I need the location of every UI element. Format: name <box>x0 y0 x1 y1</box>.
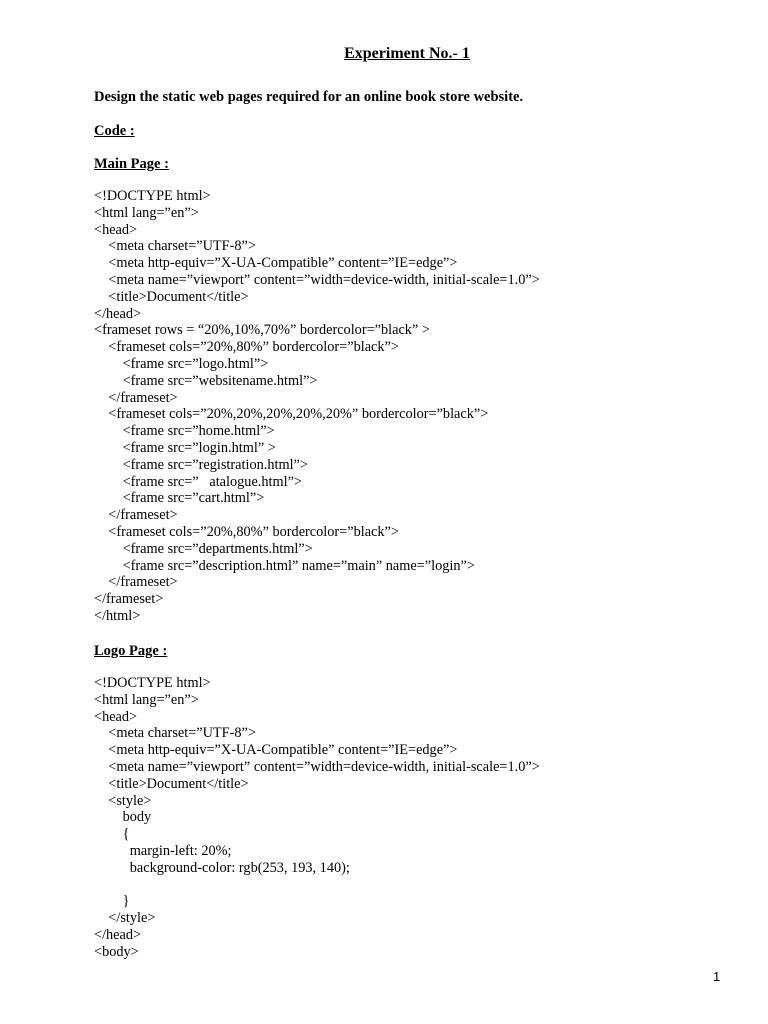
code-line: <frame src=” atalogue.html”> <box>94 473 302 490</box>
code-line: <meta http-equiv=”X-UA-Compatible” content=”IE=edge”> <box>94 742 458 759</box>
code-line: <frameset cols=”20%,80%” bordercolor=”black”> <box>94 523 399 540</box>
main-page-code <box>94 188 540 625</box>
logo-page-code <box>94 675 540 961</box>
code-line: <html lang=”en”> <box>94 691 199 708</box>
code-line: background-color: rgb(253, 193, 140); <box>94 859 350 876</box>
code-line: <head> <box>94 708 138 725</box>
code-line: <!DOCTYPE html> <box>94 675 211 691</box>
code-line: </head> <box>94 305 142 322</box>
code-line: <title>Document</title> <box>94 775 249 792</box>
code-line: <frameset rows = “20%,10%,70%” bordercolor=”black” > <box>94 322 430 339</box>
logo-page-heading: Logo Page : <box>94 643 168 659</box>
code-line: <head> <box>94 221 138 238</box>
code-line: <meta charset=”UTF-8”> <box>94 238 256 255</box>
page-title: Experiment No.- 1 <box>344 45 470 62</box>
code-line: <meta name=”viewport” content=”width=device-width, initial-scale=1.0”> <box>94 758 540 775</box>
code-heading: Code : <box>94 123 135 139</box>
main-page-heading: Main Page : <box>94 156 169 172</box>
problem-statement: Design the static web pages required for an online book store website. <box>94 89 524 105</box>
code-line: <frame src=”registration.html”> <box>94 456 308 473</box>
code-line: </frameset> <box>94 389 178 406</box>
code-line: <!DOCTYPE html> <box>94 188 211 204</box>
code-line: </frameset> <box>94 507 178 524</box>
code-line: <frame src=”websitename.html”> <box>94 372 318 389</box>
code-line: <frame src=”logo.html”> <box>94 355 269 372</box>
code-line: <frame src=”description.html” name=”main” name=”login”> <box>94 557 475 574</box>
code-line: body <box>94 809 152 826</box>
code-line: <frame src=”cart.html”> <box>94 490 265 507</box>
code-line: <style> <box>94 792 152 809</box>
code-line: </head> <box>94 926 142 943</box>
code-line: <html lang=”en”> <box>94 204 199 221</box>
code-line: </frameset> <box>94 574 178 591</box>
code-line: { <box>94 826 130 843</box>
code-line: <frameset cols=”20%,80%” bordercolor=”black”> <box>94 339 399 356</box>
code-line: margin-left: 20%; <box>94 842 232 859</box>
code-line: <meta charset=”UTF-8”> <box>94 725 256 742</box>
code-line: } <box>94 893 130 910</box>
code-line: </style> <box>94 910 156 927</box>
code-line <box>94 877 540 894</box>
code-line: <meta name=”viewport” content=”width=device-width, initial-scale=1.0”> <box>94 271 540 288</box>
code-line: </frameset> <box>94 591 164 608</box>
code-line: <title>Document</title> <box>94 288 249 305</box>
code-line: <body> <box>94 943 139 960</box>
code-line: <frame src=”login.html” > <box>94 439 276 456</box>
code-line: <frame src=”home.html”> <box>94 423 275 440</box>
code-line: </html> <box>94 607 141 624</box>
code-line: <meta http-equiv=”X-UA-Compatible” content=”IE=edge”> <box>94 255 458 272</box>
code-line: <frameset cols=”20%,20%,20%,20%,20%” bordercolor=”black”> <box>94 406 489 423</box>
page-number: 1 <box>713 969 721 984</box>
code-line: <frame src=”departments.html”> <box>94 540 313 557</box>
